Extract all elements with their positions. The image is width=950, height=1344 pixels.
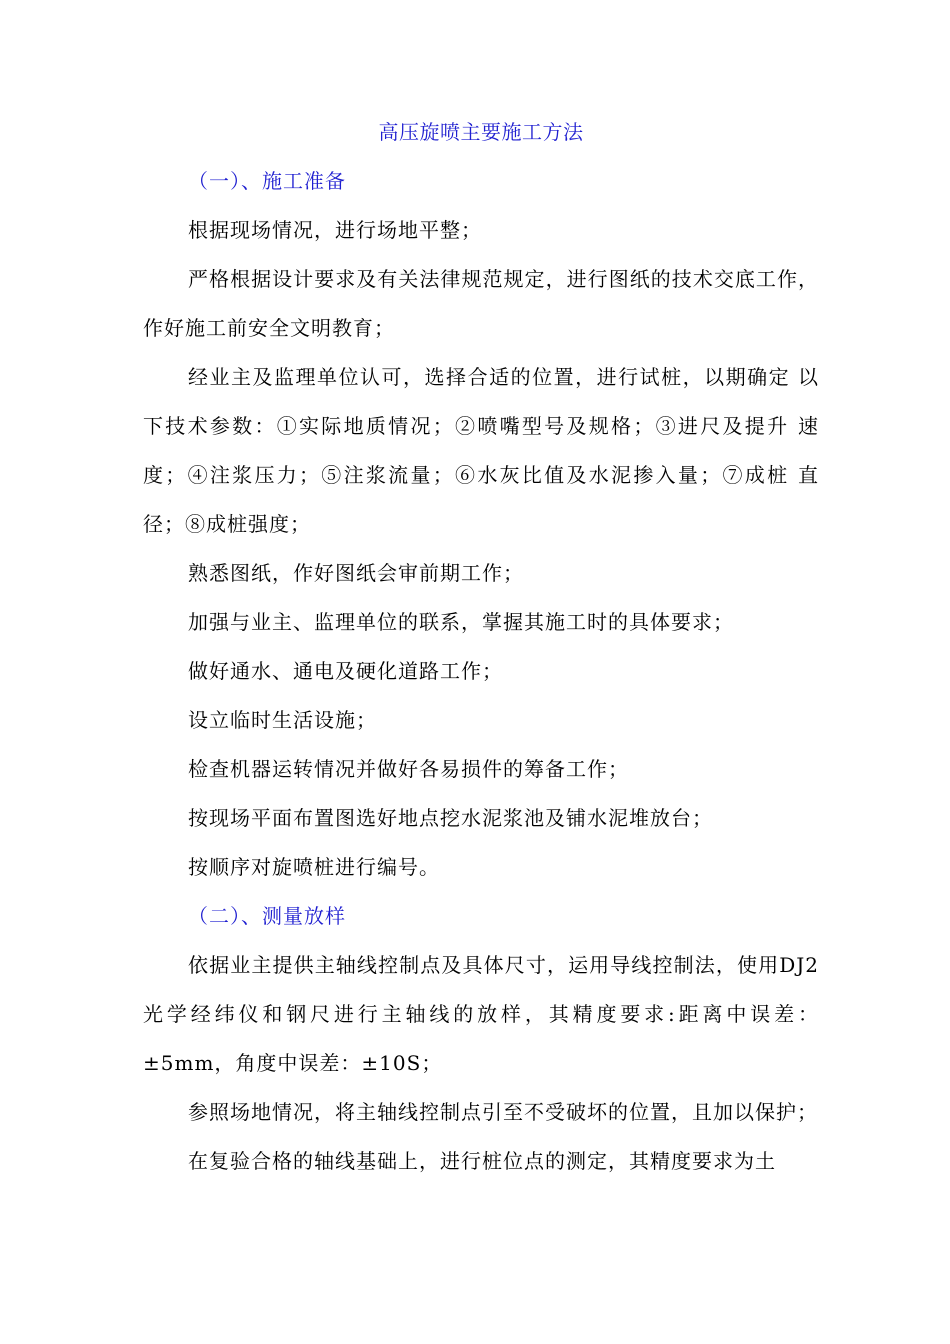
paragraph: 参照场地情况，将主轴线控制点引至不受破坏的位置，且加以保护； <box>188 1100 818 1124</box>
section-heading-survey: （二）、测量放样 <box>188 904 346 928</box>
paragraph: 设立临时生活设施； <box>188 708 377 732</box>
paragraph: 经业主及监理单位认可，选择合适的位置，进行试桩，以期确定 以下技术参数：①实际地质情况；②喷嘴型号及规格；③进尺及提升 速度；④注浆压力；⑤注浆流量；⑥水灰比值及水泥掺入量；⑦成桩 直径；⑧成桩强度； <box>143 365 819 536</box>
paragraph: 根据现场情况，进行场地平整； <box>188 218 482 242</box>
document-body <box>143 108 819 1186</box>
paragraph: 按现场平面布置图选好地点挖水泥浆池及铺水泥堆放台； <box>188 806 713 830</box>
paragraph: 在复验合格的轴线基础上，进行桩位点的测定，其精度要求为土 <box>188 1149 776 1173</box>
paragraph: 做好通水、通电及硬化道路工作； <box>188 659 503 683</box>
paragraph: 严格根据设计要求及有关法律规范规定，进行图纸的技术交底工作， 作好施工前安全文明教育； <box>143 267 819 340</box>
paragraph: 加强与业主、监理单位的联系，掌握其施工时的具体要求； <box>188 610 734 634</box>
paragraph: 按顺序对旋喷桩进行编号。 <box>188 855 440 879</box>
paragraph: 检查机器运转情况并做好各易损件的筹备工作； <box>188 757 629 781</box>
paragraph: 熟悉图纸，作好图纸会审前期工作； <box>188 561 524 585</box>
section-heading-preparation: （一）、施工准备 <box>188 169 346 193</box>
page-title: 高压旋喷主要施工方法 <box>378 120 584 144</box>
paragraph: 依据业主提供主轴线控制点及具体尺寸，运用导线控制法，使用DJ2光学经纬仪和钢尺进行主轴线的放样，其精度要求:距离中误差：±5mm，角度中误差：±10S； <box>143 953 819 1075</box>
